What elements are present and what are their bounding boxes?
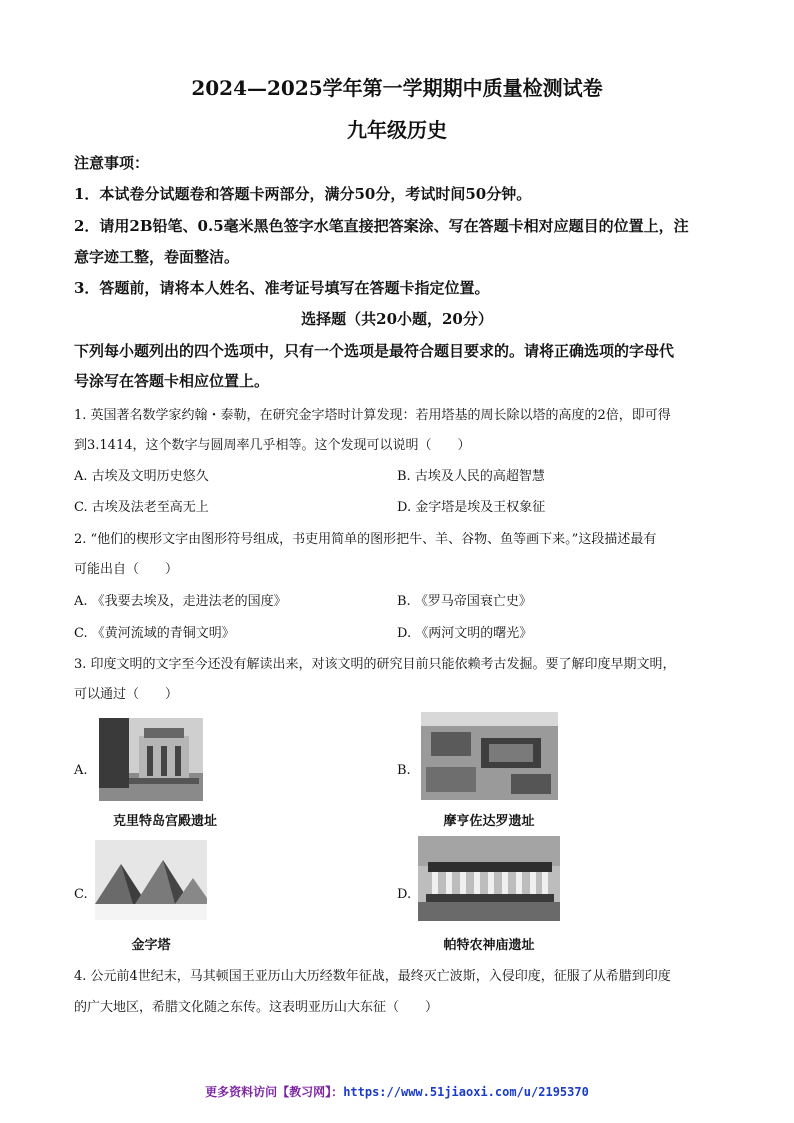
footer-link-line — [0, 1083, 794, 1100]
q1-text-1: 1. 英国著名数学家约翰・泰勒，在研究金字塔时计算发现：若用塔基的周长除以塔的高度的2倍，即可得 — [74, 408, 671, 423]
exam-title: 2024—2025学年第一学期期中质量检测试卷 — [191, 76, 603, 100]
q3-option-b-letter[interactable]: B. — [397, 763, 411, 778]
q3-option-c-letter[interactable]: C. — [74, 887, 88, 902]
q3-option-b-caption: 摩亨佐达罗遗址 — [443, 814, 535, 829]
footer-prefix: 更多资料访问【教习网】： — [205, 1085, 344, 1099]
q3-option-d-caption: 帕特农神庙遗址 — [443, 938, 535, 953]
q3-text-2: 可以通过（ ） — [74, 687, 179, 702]
q3-option-d-letter[interactable]: D. — [397, 887, 412, 902]
q3-option-c-caption: 金字塔 — [131, 938, 171, 953]
q2-option-c[interactable]: C. 《黄河流域的青铜文明》 — [74, 626, 235, 641]
notice-item-2: 2．请用2B铅笔、0.5毫米黑色签字水笔直接把答案涂、写在答题卡相对应题目的位置上，注 — [74, 217, 689, 235]
exam-subject: 九年级历史 — [347, 118, 447, 142]
notice-item-2-cont: 意字迹工整，卷面整洁。 — [74, 248, 240, 266]
notice-item-3: 3．答题前，请将本人姓名、准考证号填写在答题卡指定位置。 — [74, 279, 490, 297]
q1-option-c[interactable]: C. 古埃及法老至高无上 — [74, 500, 209, 515]
q1-option-a[interactable]: A. 古埃及文明历史悠久 — [74, 469, 209, 484]
section-instructions-2: 号涂写在答题卡相应位置上。 — [74, 372, 270, 390]
q3-option-a-caption: 克里特岛宫殿遗址 — [112, 814, 217, 829]
notice-heading: 注意事项： — [74, 154, 150, 172]
parthenon-image[interactable] — [418, 836, 560, 921]
q1-option-d[interactable]: D. 金字塔是埃及王权象征 — [397, 500, 546, 515]
q2-text-2: 可能出自（ ） — [74, 562, 179, 577]
palace-ruins-image[interactable] — [99, 718, 203, 801]
q1-option-b[interactable]: B. 古埃及人民的高超智慧 — [397, 469, 545, 484]
q4-text-1: 4. 公元前4世纪末，马其顿国王亚历山大历经数年征战，最终灭亡波斯，入侵印度，征服了从希腊到印度 — [74, 969, 671, 984]
mohenjo-daro-image[interactable] — [421, 712, 558, 800]
q2-text-1: 2. “他们的楔形文字由图形符号组成，书吏用简单的图形把牛、羊、谷物、鱼等画下来。”这段描述最有 — [74, 532, 657, 547]
q4-text-2: 的广大地区，希腊文化随之东传。这表明亚历山大东征（ ） — [74, 1000, 439, 1015]
q3-option-a-letter[interactable]: A. — [74, 763, 88, 778]
footer-url-link[interactable]: https://www.51jiaoxi.com/u/2195370 — [343, 1085, 589, 1099]
section-title: 选择题（共20小题，20分） — [301, 310, 493, 328]
q2-option-a[interactable]: A. 《我要去埃及，走进法老的国度》 — [74, 594, 287, 609]
pyramids-image[interactable] — [95, 840, 207, 920]
q2-option-d[interactable]: D. 《两河文明的曙光》 — [397, 626, 533, 641]
q2-option-b[interactable]: B. 《罗马帝国衰亡史》 — [397, 594, 532, 609]
q1-text-2: 到3.1414，这个数字与圆周率几乎相等。这个发现可以说明（ ） — [74, 438, 471, 453]
notice-item-1: 1．本试卷分试题卷和答题卡两部分，满分50分，考试时间50分钟。 — [74, 185, 532, 203]
q3-text-1: 3. 印度文明的文字至今还没有解读出来，对该文明的研究目前只能依赖考古发掘。要了解印度早期文明， — [74, 657, 676, 672]
section-instructions-1: 下列每小题列出的四个选项中，只有一个选项是最符合题目要求的。请将正确选项的字母代 — [74, 342, 675, 360]
